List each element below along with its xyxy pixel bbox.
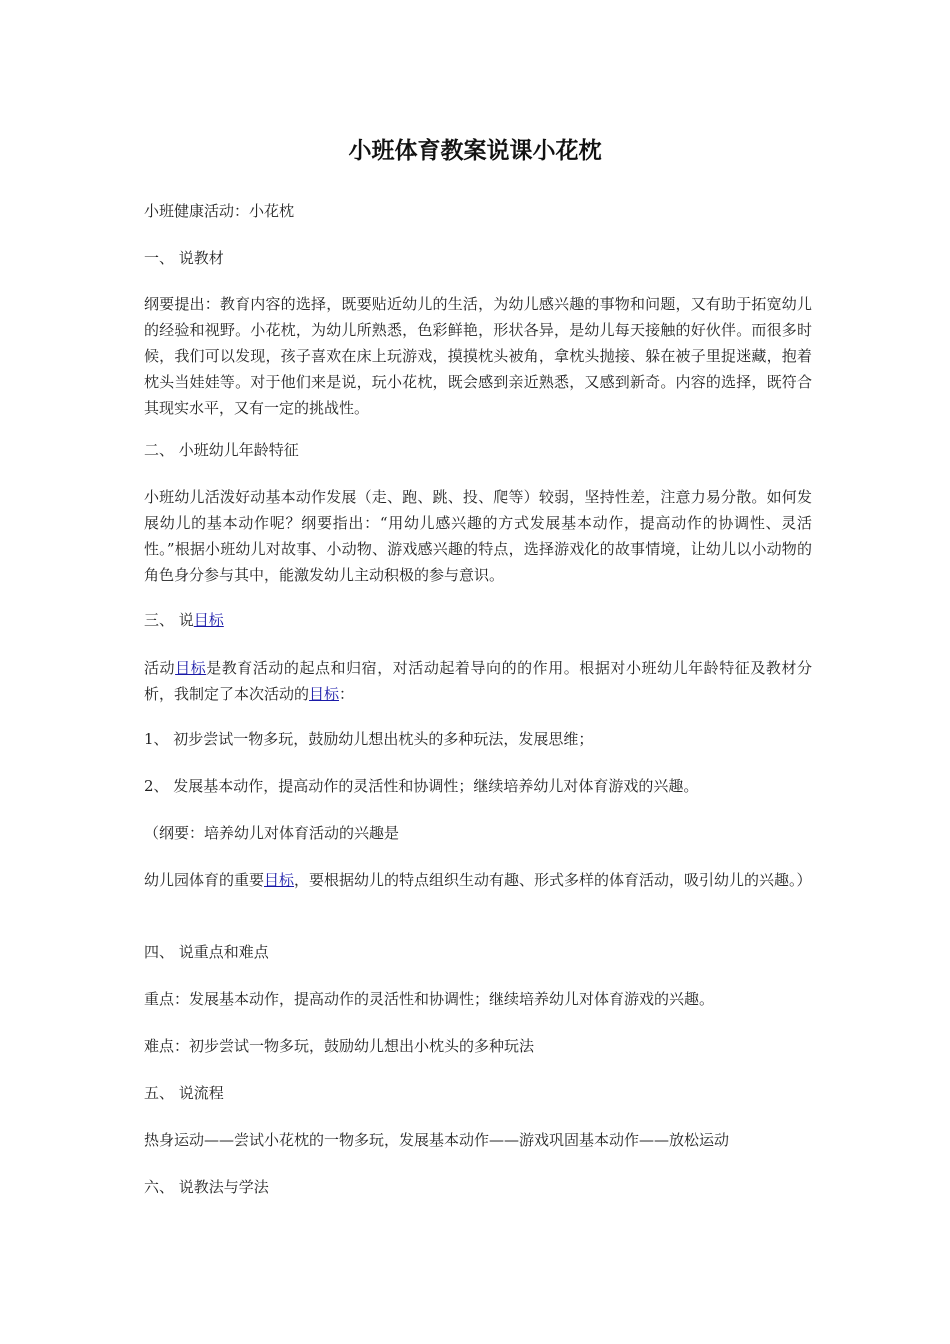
goal-item-1: 1、 初步尝试一物多玩，鼓励幼儿想出枕头的多种玩法，发展思维；	[144, 730, 594, 748]
note-line-1: （纲要：培养幼儿对体育活动的兴趣是	[144, 824, 400, 842]
goals-intro-text-a: 活动	[144, 659, 176, 677]
goals-intro-text-b: 是教育活动的起点和归宿，对活动起着导向的的作用。根据对小班幼儿年龄特征及教材分析，我制定了本次活动的	[144, 659, 812, 703]
paragraph-teaching-material: 纲要提出：教育内容的选择，既要贴近幼儿的生活，为幼儿感兴趣的事物和问题，又有助于拓宽幼儿的经验和视野。小花枕，为幼儿所熟悉，色彩鲜艳，形状各异，是幼儿每天接触的好伙伴。而很多时候，我们可以发现，孩子喜欢在床上玩游戏，摸摸枕头被角，拿枕头抛接、躲在被子里捉迷藏，抱着枕头当娃娃等。对于他们来是说，玩小花枕，既会感到亲近熟悉，又感到新奇。内容的选择，既符合其现实水平，又有一定的挑战性。	[144, 295, 812, 417]
goal-item-2: 2、 发展基本动作，提高动作的灵活性和协调性；继续培养幼儿对体育游戏的兴趣。	[144, 777, 699, 795]
goal-link[interactable]: 目标	[193, 611, 224, 629]
difficulty-point: 难点：初步尝试一物多玩，鼓励幼儿想出小枕头的多种玩法	[144, 1037, 535, 1055]
paragraph-goals-intro	[144, 655, 812, 707]
paragraph-age-characteristics: 小班幼儿活泼好动基本动作发展（走、跑、跳、投、爬等）较弱，坚持性差，注意力易分散。如何发展幼儿的基本动作呢？纲要指出：“用幼儿感兴趣的方式发展基本动作，提高动作的协调性、灵活性。”根据小班幼儿对故事、小动物、游戏感兴趣的特点，选择游戏化的故事情境，让幼儿以小动物的角色身分参与其中，能激发幼儿主动积极的参与意识。	[144, 488, 812, 584]
section-heading-4: 四、 说重点和难点	[144, 943, 269, 961]
section-heading-1: 一、 说教材	[144, 249, 224, 267]
section-heading-3	[144, 607, 812, 633]
goals-intro-text-c: ：	[339, 685, 355, 703]
goal-link[interactable]: 目标	[264, 871, 295, 889]
note-text-b: ，要根据幼儿的特点组织生动有趣、形式多样的体育活动，吸引幼儿的兴趣。）	[294, 871, 812, 889]
key-point: 重点：发展基本动作，提高动作的灵活性和协调性；继续培养幼儿对体育游戏的兴趣。	[144, 990, 715, 1008]
document-title: 小班体育教案说课小花枕	[348, 138, 602, 164]
goal-link[interactable]: 目标	[175, 659, 207, 677]
note-text-a: 幼儿园体育的重要	[144, 871, 265, 889]
subtitle: 小班健康活动：小花枕	[144, 202, 295, 220]
section-heading-2: 二、 小班幼儿年龄特征	[144, 441, 299, 459]
flow-text: 热身运动——尝试小花枕的一物多玩，发展基本动作——游戏巩固基本动作——放松运动	[144, 1131, 730, 1149]
section-heading-3-prefix: 三、 说	[144, 611, 194, 629]
goal-link[interactable]: 目标	[309, 685, 340, 703]
note-line-2	[144, 867, 812, 893]
section-heading-6: 六、 说教法与学法	[144, 1178, 269, 1196]
section-heading-5: 五、 说流程	[144, 1084, 224, 1102]
